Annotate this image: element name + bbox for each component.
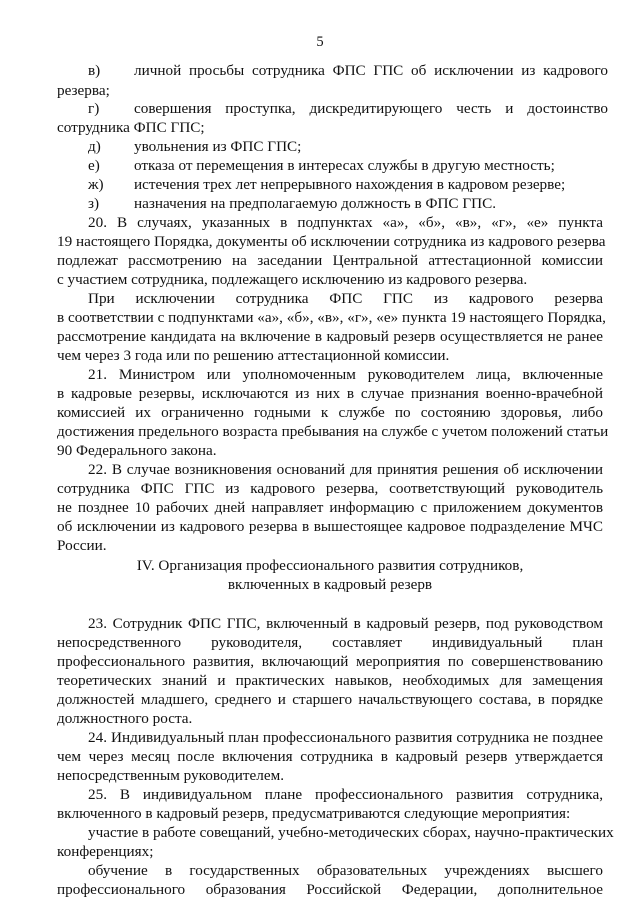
paragraph-21-line: комиссией их ограниченно годными к службе по состоянию здоровья, либо	[57, 404, 603, 421]
text-line: резерва;	[57, 82, 110, 99]
section-heading: включенных в кадровый резерв	[227, 576, 433, 593]
paragraph-24-line: чем через месяц после включения сотрудника в кадровый резерв утверждается	[57, 748, 603, 765]
paragraph-23-line: 23. Сотрудник ФПС ГПС, включенный в кадровый резерв, под руководством	[88, 615, 603, 632]
list-item-text: совершения проступка, дискредитирующего честь и достоинство	[134, 100, 608, 117]
list-item-text: истечения трех лет непрерывного нахождения в кадровом резерве;	[134, 176, 566, 193]
list-marker: ж)	[88, 176, 104, 193]
list-item-zh	[88, 175, 608, 195]
paragraph-23-line: должностного роста.	[57, 710, 193, 727]
paragraph-22-line: 22. В случае возникновения оснований для принятия решения об исключении	[88, 461, 603, 478]
paragraph-21-line: 21. Министром или уполномоченным руководителем лица, включенные	[88, 366, 603, 383]
paragraph-20-line: подлежат рассмотрению на заседании Центральной аттестационной комиссии	[57, 252, 603, 269]
list-marker: д)	[88, 138, 101, 155]
list-item-z	[88, 194, 608, 214]
list-item-e	[88, 156, 608, 176]
paragraph-20-line: 19 настоящего Порядка, документы об исключении сотрудника из кадрового резерва	[57, 233, 606, 250]
paragraph-exclusion-line: в соответствии с подпунктами «а», «б», «в», «г», «е» пункта 19 настоящего Порядка,	[57, 309, 606, 326]
paragraph-23-line: теоретических знаний и практических навыков, необходимых для замещения	[57, 672, 603, 689]
list-item-text: назначения на предполагаемую должность в ФПС ГПС.	[134, 195, 497, 212]
list-item-text: отказа от перемещения в интересах службы в другую местность;	[134, 157, 555, 174]
list-item-text: личной просьбы сотрудника ФПС ГПС об исключении из кадрового	[134, 62, 608, 79]
paragraph-22-line: не позднее 10 рабочих дней направляет информацию с приложением документов	[57, 499, 603, 516]
list-item-v	[88, 61, 608, 81]
paragraph-23-line: профессионального развития, включающий мероприятия по совершенствованию	[57, 653, 603, 670]
measure-line: обучение в государственных образовательных учреждениях высшего	[88, 862, 603, 879]
page-number: 5	[316, 34, 324, 50]
list-item-g	[88, 99, 608, 119]
paragraph-21-line: достижения предельного возраста пребывания на службе с учетом положений статьи	[57, 423, 609, 440]
measure-line: конференциях;	[57, 843, 154, 860]
paragraph-exclusion-line: При исключении сотрудника ФПС ГПС из кадрового резерва	[88, 290, 603, 307]
paragraph-23-line: непосредственного руководителя, составляет индивидуальный план	[57, 634, 603, 651]
list-item-text: увольнения из ФПС ГПС;	[134, 138, 302, 155]
paragraph-25-line: 25. В индивидуальном плане профессионального развития сотрудника,	[88, 786, 603, 803]
paragraph-20-line: 20. В случаях, указанных в подпунктах «а», «б», «в», «г», «е» пункта	[88, 214, 603, 231]
paragraph-22-line: России.	[57, 537, 107, 554]
paragraph-23-line: должностей младшего, среднего и старшего начальствующего состава, в порядке	[57, 691, 603, 708]
paragraph-24-line: 24. Индивидуальный план профессионального развития сотрудника не позднее	[88, 729, 603, 746]
section-heading: IV. Организация профессионального развития сотрудников,	[136, 557, 524, 574]
paragraph-21-line: в кадровые резервы, исключаются из них в случае признания военно-врачебной	[57, 385, 603, 402]
paragraph-22-line: об исключении из кадрового резерва в вышестоящее кадровое подразделение МЧС	[57, 518, 603, 535]
paragraph-21-line: 90 Федерального закона.	[57, 442, 217, 459]
list-marker: г)	[88, 100, 100, 117]
list-item-d	[88, 137, 608, 157]
paragraph-24-line: непосредственным руководителем.	[57, 767, 285, 784]
list-marker: е)	[88, 157, 100, 174]
paragraph-exclusion-line: чем через 3 года или по решению аттестационной комиссии.	[57, 347, 450, 364]
list-marker: з)	[88, 195, 100, 212]
paragraph-25-line: включенного в кадровый резерв, предусматриваются следующие мероприятия:	[57, 805, 571, 822]
text-line: сотрудника ФПС ГПС;	[57, 119, 205, 136]
paragraph-exclusion-line: рассмотрение кандидата на включение в кадровый резерв осуществляется не ранее	[57, 328, 603, 345]
list-marker: в)	[88, 62, 101, 79]
paragraph-22-line: сотрудника ФПС ГПС из кадрового резерва, соответствующий руководитель	[57, 480, 603, 497]
measure-line: участие в работе совещаний, учебно-методических сборах, научно-практических	[88, 824, 614, 841]
paragraph-20-line: с участием сотрудника, подлежащего исключению из кадрового резерва.	[57, 271, 528, 288]
measure-line: профессионального образования Российской Федерации, дополнительное	[57, 881, 603, 898]
